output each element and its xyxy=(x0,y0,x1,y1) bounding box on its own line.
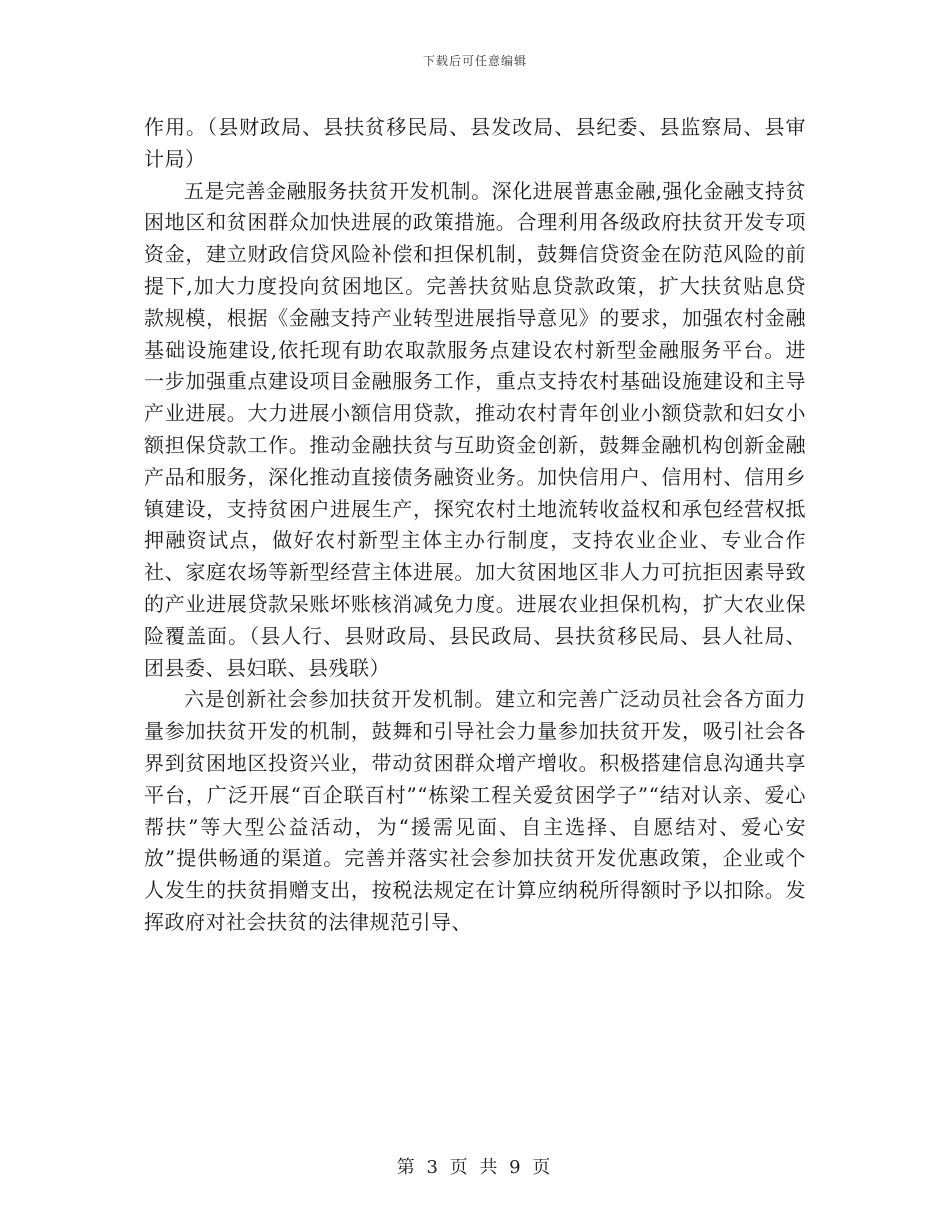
paragraph-continuation: 作用。（县财政局、县扶贫移民局、县发改局、县纪委、县监察局、县审计局） xyxy=(144,115,806,171)
document-body xyxy=(144,112,806,939)
page-header: 下载后可任意编辑 xyxy=(422,54,527,68)
paragraph-financial-services: 五是完善金融服务扶贫开发机制。深化进展普惠金融,强化金融支持贫困地区和贫困群众加快进展的政策措施。合理利用各级政府扶贫开发专项资金，建立财政信贷风险补偿和担保机制，鼓舞信贷资金在防范风险的前提下,加大力度投向贫困地区。完善扶贫贴息贷款政策，扩大扶贫贴息贷款规模，根据《金融支持产业转型进展指导意见》的要求，加强农村金融基础设施建设,依托现有助农取款服务点建设农村新型金融服务平台。进一步加强重点建设项目金融服务工作，重点支持农村基础设施建设和主导产业进展。大力进展小额信用贷款，推动农村青年创业小额贷款和妇女小额担保贷款工作。推动金融扶贫与互助资金创新，鼓舞金融机构创新金融产品和服务，深化推动直接债务融资业务。加快信用户、信用村、信用乡镇建设，支持贫困户进展生产，探究农村土地流转收益权和承包经营权抵押融资试点，做好农村新型主体主办行制度，支持农业企业、专业合作社、家庭农场等新型经营主体进展。加大贫困地区非人力可抗拒因素导致的产业进展贷款呆账坏账核消减免力度。进展农业担保机构，扩大农业保险覆盖面。（县人行、县财政局、县民政局、县扶贫移民局、县人社局、团县委、县妇联、县残联） xyxy=(144,178,806,680)
paragraph-social-participation: 六是创新社会参加扶贫开发机制。建立和完善广泛动员社会各方面力量参加扶贫开发的机制，鼓舞和引导社会力量参加扶贫开发，吸引社会各界到贫困地区投资兴业，带动贫困群众增产增收。积极搭建信息沟通共享平台，广泛开展“百企联百村”“栋梁工程关爱贫困学子”“结对认亲、爱心帮扶”等大型公益活动，为“援需见面、自主选择、自愿结对、爱心安放”提供畅通的渠道。完善并落实社会参加扶贫开发优惠政策，企业或个人发生的扶贫捐赠支出，按税法规定在计算应纳税所得额时予以扣除。发挥政府对社会扶贫的法律规范引导、 xyxy=(144,687,806,934)
page-number: 第 3 页 共 9 页 xyxy=(396,1157,554,1178)
